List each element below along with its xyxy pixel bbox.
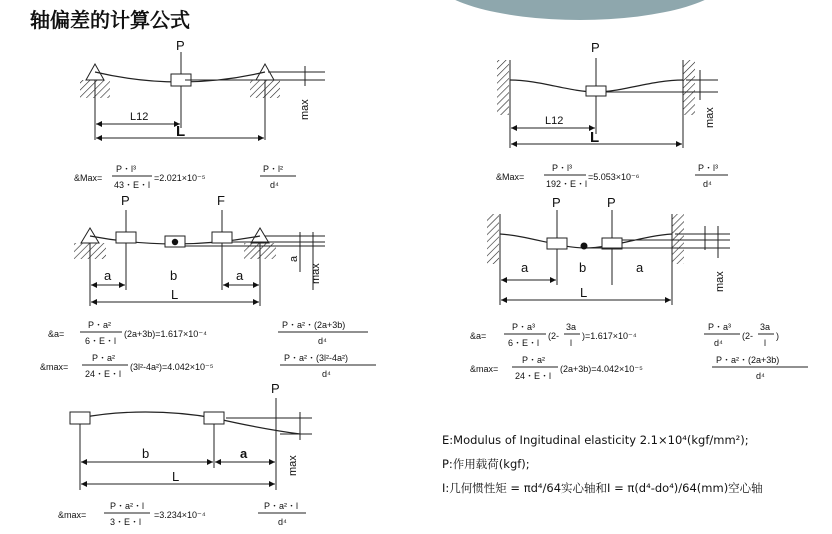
svg-text:&a=: &a=	[470, 331, 487, 341]
load-block-2	[586, 86, 606, 96]
svg-text:P・a²: P・a²	[522, 355, 546, 365]
svg-text:P: P	[552, 195, 561, 210]
svg-text:P・a²・(2a+3b): P・a²・(2a+3b)	[282, 320, 346, 330]
diagram-4	[470, 195, 808, 381]
svg-text:l: l	[764, 338, 766, 348]
svg-text:=2.021×10⁻⁵: =2.021×10⁻⁵	[154, 173, 206, 183]
page-title: 轴偏差的计算公式	[30, 8, 190, 32]
svg-text:max: max	[704, 107, 716, 128]
svg-text:P・l³: P・l³	[698, 163, 718, 173]
svg-text:(3l²-4a²)=4.042×10⁻⁵: (3l²-4a²)=4.042×10⁻⁵	[130, 362, 214, 372]
svg-text:(2a+3b)=4.042×10⁻⁵: (2a+3b)=4.042×10⁻⁵	[560, 364, 643, 374]
svg-text:3a: 3a	[760, 322, 771, 332]
svg-text:(2-: (2-	[548, 331, 559, 341]
svg-text:&a=: &a=	[48, 329, 65, 339]
svg-text:a: a	[636, 260, 644, 275]
svg-text:d⁴: d⁴	[318, 336, 327, 346]
svg-text:P: P	[271, 381, 280, 396]
svg-text:&Max=: &Max=	[496, 172, 525, 182]
svg-text:P・a²: P・a²	[92, 353, 116, 363]
svg-text:P: P	[607, 195, 616, 210]
svg-text:P・a²・l: P・a²・l	[264, 501, 299, 511]
wall-right-2	[683, 60, 695, 115]
svg-text:3・E・l: 3・E・l	[110, 517, 142, 527]
svg-text:=5.053×10⁻⁶: =5.053×10⁻⁶	[588, 172, 640, 182]
svg-text:): )	[776, 331, 779, 341]
load-label-1: P	[176, 38, 185, 53]
svg-text:a: a	[521, 260, 529, 275]
svg-text:P・l²: P・l²	[263, 164, 283, 174]
svg-text:P・a²: P・a²	[88, 320, 112, 330]
diagram-5	[58, 381, 312, 527]
svg-text:d⁴: d⁴	[278, 517, 287, 527]
svg-text:=3.234×10⁻⁴: =3.234×10⁻⁴	[154, 510, 206, 520]
beam-5	[80, 412, 300, 434]
diagram-1	[74, 38, 325, 190]
svg-text:24・E・l: 24・E・l	[515, 371, 552, 381]
svg-text:P・a²・l: P・a²・l	[110, 501, 145, 511]
svg-text:6・E・l: 6・E・l	[508, 338, 540, 348]
wall-left-2	[497, 60, 509, 115]
svg-text:L12: L12	[545, 115, 564, 127]
svg-text:a: a	[104, 268, 112, 283]
note-inertia: I:几何惯性矩 = πd⁴/64实心轴和I = π(d⁴-do⁴)/64(mm)空心轴	[442, 481, 763, 495]
svg-text:P・l³: P・l³	[552, 163, 572, 173]
svg-text:&max=: &max=	[470, 364, 499, 374]
svg-text:L: L	[172, 469, 180, 484]
svg-text:d⁴: d⁴	[714, 338, 723, 348]
svg-text:max: max	[714, 271, 726, 292]
svg-text:24・E・l: 24・E・l	[85, 369, 122, 379]
svg-text:max: max	[310, 263, 322, 284]
svg-text:&max=: &max=	[40, 362, 69, 372]
svg-text:d⁴: d⁴	[703, 179, 712, 189]
svg-text:(2a+3b)=1.617×10⁻⁴: (2a+3b)=1.617×10⁻⁴	[124, 329, 207, 339]
dim-label-l-1: L	[176, 123, 186, 140]
svg-text:d⁴: d⁴	[322, 369, 331, 379]
svg-text:d⁴: d⁴	[756, 371, 765, 381]
svg-text:L: L	[590, 129, 600, 146]
svg-text:b: b	[170, 268, 178, 283]
svg-text:l: l	[570, 338, 572, 348]
svg-text:P: P	[121, 193, 130, 208]
svg-text:a: a	[288, 255, 300, 262]
svg-text:L: L	[580, 285, 588, 300]
load-label-2: P	[591, 40, 600, 55]
svg-text:P・a³: P・a³	[512, 322, 536, 332]
svg-text:3a: 3a	[566, 322, 577, 332]
svg-text:&max=: &max=	[58, 510, 87, 520]
diagram-2	[496, 40, 728, 189]
svg-text:P・l³: P・l³	[116, 164, 136, 174]
svg-text:6・E・l: 6・E・l	[85, 336, 117, 346]
svg-text:192・E・l: 192・E・l	[546, 179, 588, 189]
svg-text:P・a³: P・a³	[708, 322, 732, 332]
svg-text:max: max	[287, 455, 299, 476]
svg-text:)=1.617×10⁻⁴: )=1.617×10⁻⁴	[582, 331, 637, 341]
note-modulus: E:Modulus of Ingitudinal elasticity 2.1×10⁴(kgf/mm²);	[442, 433, 749, 447]
deflection-label-1: max	[299, 99, 311, 120]
svg-text:P・a²・(3l²-4a²): P・a²・(3l²-4a²)	[284, 353, 349, 363]
svg-text:a: a	[236, 268, 244, 283]
svg-text:L: L	[171, 287, 179, 302]
svg-text:43・E・l: 43・E・l	[114, 180, 151, 190]
svg-text:(2-: (2-	[742, 331, 753, 341]
svg-text:&Max=: &Max=	[74, 173, 103, 183]
svg-text:F: F	[217, 193, 225, 208]
dim-label-l12-1: L12	[130, 111, 149, 123]
note-load: P:作用载荷(kgf);	[442, 457, 530, 471]
svg-text:b: b	[579, 260, 587, 275]
svg-text:d⁴: d⁴	[270, 180, 279, 190]
svg-text:P・a²・(2a+3b): P・a²・(2a+3b)	[716, 355, 780, 365]
svg-text:b: b	[142, 446, 150, 461]
diagram-3	[40, 193, 376, 379]
notes-block	[442, 428, 827, 500]
svg-text:a: a	[240, 446, 248, 461]
